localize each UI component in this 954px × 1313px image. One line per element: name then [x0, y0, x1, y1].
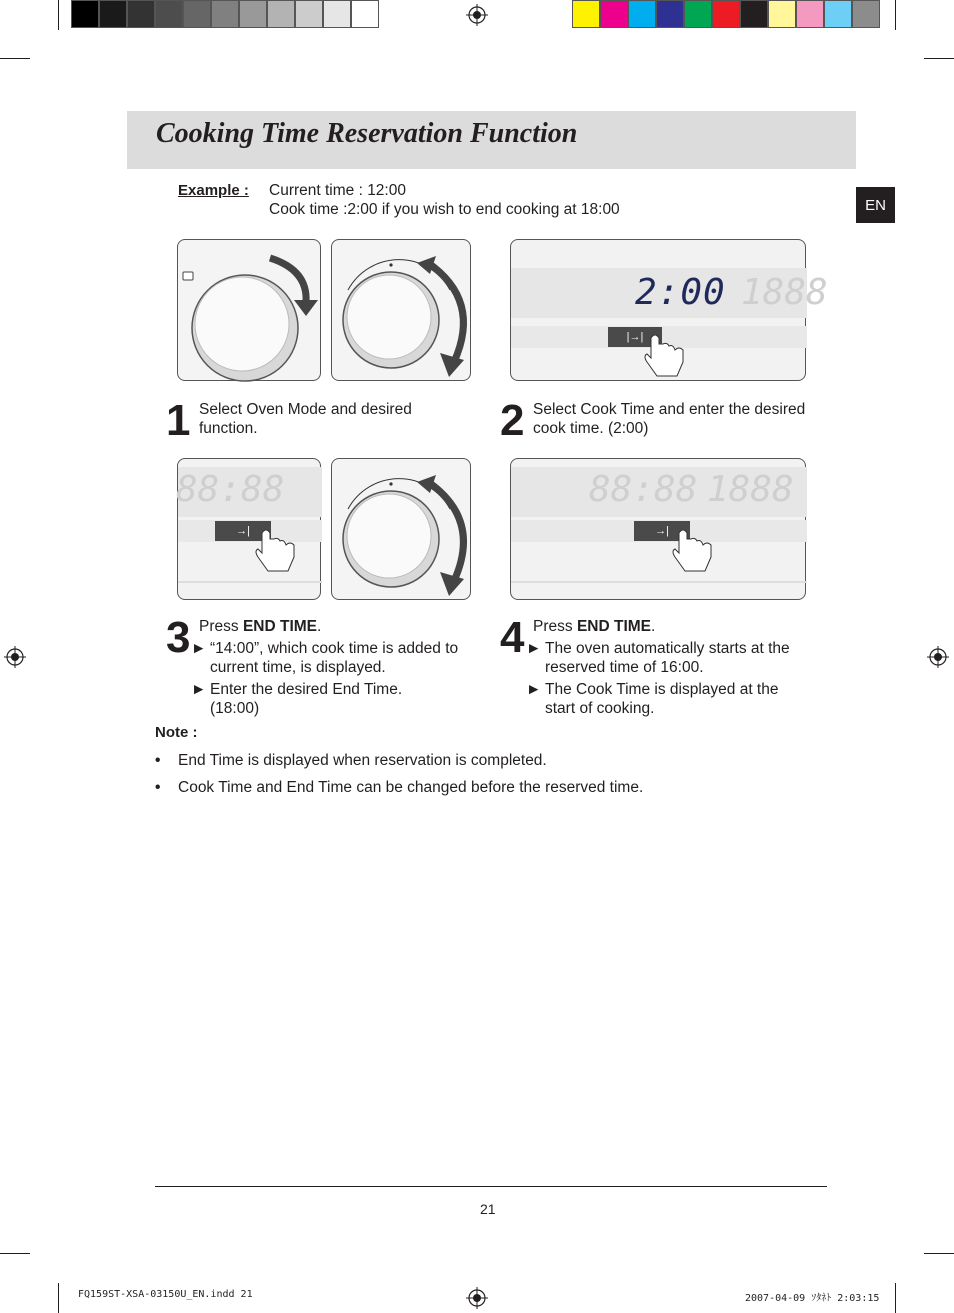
step-3-bullet-line: (18:00): [210, 700, 260, 717]
registration-mark-icon: [466, 1287, 488, 1309]
bullet-icon: •: [155, 779, 161, 796]
color-swatch: [99, 0, 127, 28]
pointing-hand-icon: [671, 527, 715, 575]
value-knob-panel: [331, 458, 471, 600]
color-swatch: [351, 0, 379, 28]
end-time-button[interactable]: →|: [634, 521, 690, 541]
start-display-panel: [510, 458, 806, 600]
crop-mark: [924, 58, 954, 59]
mode-knob-panel: [177, 239, 321, 381]
color-swatch: [600, 0, 628, 28]
pointing-hand-icon: [254, 527, 298, 575]
color-swatch: [796, 0, 824, 28]
bullet-icon: •: [155, 752, 161, 769]
crop-mark: [895, 0, 896, 30]
color-swatch: [824, 0, 852, 28]
arrow-bullet-icon: ►: [526, 681, 542, 698]
end-time-display-panel: [177, 458, 321, 600]
note-item-text: Cook Time and End Time can be changed before the reserved time.: [178, 779, 644, 796]
crop-mark: [58, 1283, 59, 1313]
step-3-bullet-line: Enter the desired End Time.: [210, 681, 403, 698]
divider: [178, 581, 322, 583]
note-label: Note :: [155, 724, 198, 741]
note-item: [155, 752, 547, 770]
note-item: [155, 779, 643, 797]
step-3-bullet-line: “14:00”, which cook time is added to: [210, 640, 459, 657]
step-3-bullet-line: current time, is displayed.: [210, 659, 386, 676]
step-number: 3: [166, 613, 191, 662]
crop-mark: [58, 0, 59, 30]
step-4-bullet-line: The oven automatically starts at the: [545, 640, 790, 657]
color-swatch: [768, 0, 796, 28]
value-knob-panel: [331, 239, 471, 381]
crop-mark: [924, 1253, 954, 1254]
page-title: Cooking Time Reservation Function: [156, 118, 578, 149]
registration-mark-icon: [927, 646, 949, 668]
temperature-placeholder: 1888: [707, 469, 794, 510]
step-4-bullet-line: start of cooking.: [545, 700, 655, 717]
color-swatch: [239, 0, 267, 28]
color-swatch: [211, 0, 239, 28]
language-tab: EN: [856, 187, 895, 223]
step-2-text-line: Select Cook Time and enter the desired: [533, 401, 806, 418]
arrow-bullet-icon: ►: [191, 640, 207, 657]
color-swatch: [712, 0, 740, 28]
color-swatch: [740, 0, 768, 28]
color-swatch: [852, 0, 880, 28]
mode-knob-icon: [178, 240, 322, 382]
color-swatch: [572, 0, 600, 28]
cook-time-display-panel: [510, 239, 828, 381]
color-swatch: [295, 0, 323, 28]
arrow-bullet-icon: ►: [526, 640, 542, 657]
note-item-text: End Time is displayed when reservation is completed.: [178, 752, 547, 769]
step-number: 1: [166, 396, 191, 445]
step-number: 2: [500, 396, 525, 445]
step-3-heading: Press END TIME.: [199, 618, 322, 635]
color-swatch: [656, 0, 684, 28]
example-cook-time: Cook time :2:00 if you wish to end cooking at 18:00: [269, 201, 620, 218]
file-slug: FQ159ST-XSA-03150U_EN.indd 21: [78, 1289, 253, 1300]
registration-mark-icon: [466, 4, 488, 26]
pointing-hand-icon: [643, 332, 687, 380]
step-2-text-line: cook time. (2:00): [533, 420, 649, 437]
step-1-text-line: Select Oven Mode and desired: [199, 401, 412, 418]
rotate-knob-icon: [332, 459, 472, 601]
step-1-text-line: function.: [199, 420, 258, 437]
color-swatch: [155, 0, 183, 28]
crop-mark: [895, 1283, 896, 1313]
color-swatch: [127, 0, 155, 28]
cook-time-button[interactable]: |→|: [608, 327, 662, 347]
example-current-time: Current time : 12:00: [269, 182, 406, 199]
crop-mark: [0, 1253, 30, 1254]
example-label: Example :: [178, 182, 249, 199]
temperature-placeholder: 1888: [741, 272, 828, 313]
color-swatch: [684, 0, 712, 28]
step-4-bullet-line: The Cook Time is displayed at the: [545, 681, 779, 698]
step-4-heading: Press END TIME.: [533, 618, 656, 635]
color-swatch: [71, 0, 99, 28]
time-placeholder: 88:88: [176, 469, 285, 510]
cook-time-readout: 2:00: [635, 272, 726, 313]
footer-rule: [155, 1186, 827, 1187]
date-slug: 2007-04-09 ｿﾀﾈﾄ 2:03:15: [745, 1293, 880, 1304]
registration-mark-icon: [4, 646, 26, 668]
page-number: 21: [480, 1201, 496, 1217]
crop-mark: [0, 58, 30, 59]
time-placeholder: 88:88: [589, 469, 698, 510]
rotate-knob-icon: [332, 240, 472, 382]
end-time-button[interactable]: →|: [215, 521, 271, 541]
arrow-bullet-icon: ►: [191, 681, 207, 698]
divider: [511, 581, 807, 583]
color-swatch: [323, 0, 351, 28]
step-4-bullet-line: reserved time of 16:00.: [545, 659, 704, 676]
step-number: 4: [500, 613, 525, 662]
color-swatch: [628, 0, 656, 28]
color-swatch: [267, 0, 295, 28]
color-swatch: [183, 0, 211, 28]
